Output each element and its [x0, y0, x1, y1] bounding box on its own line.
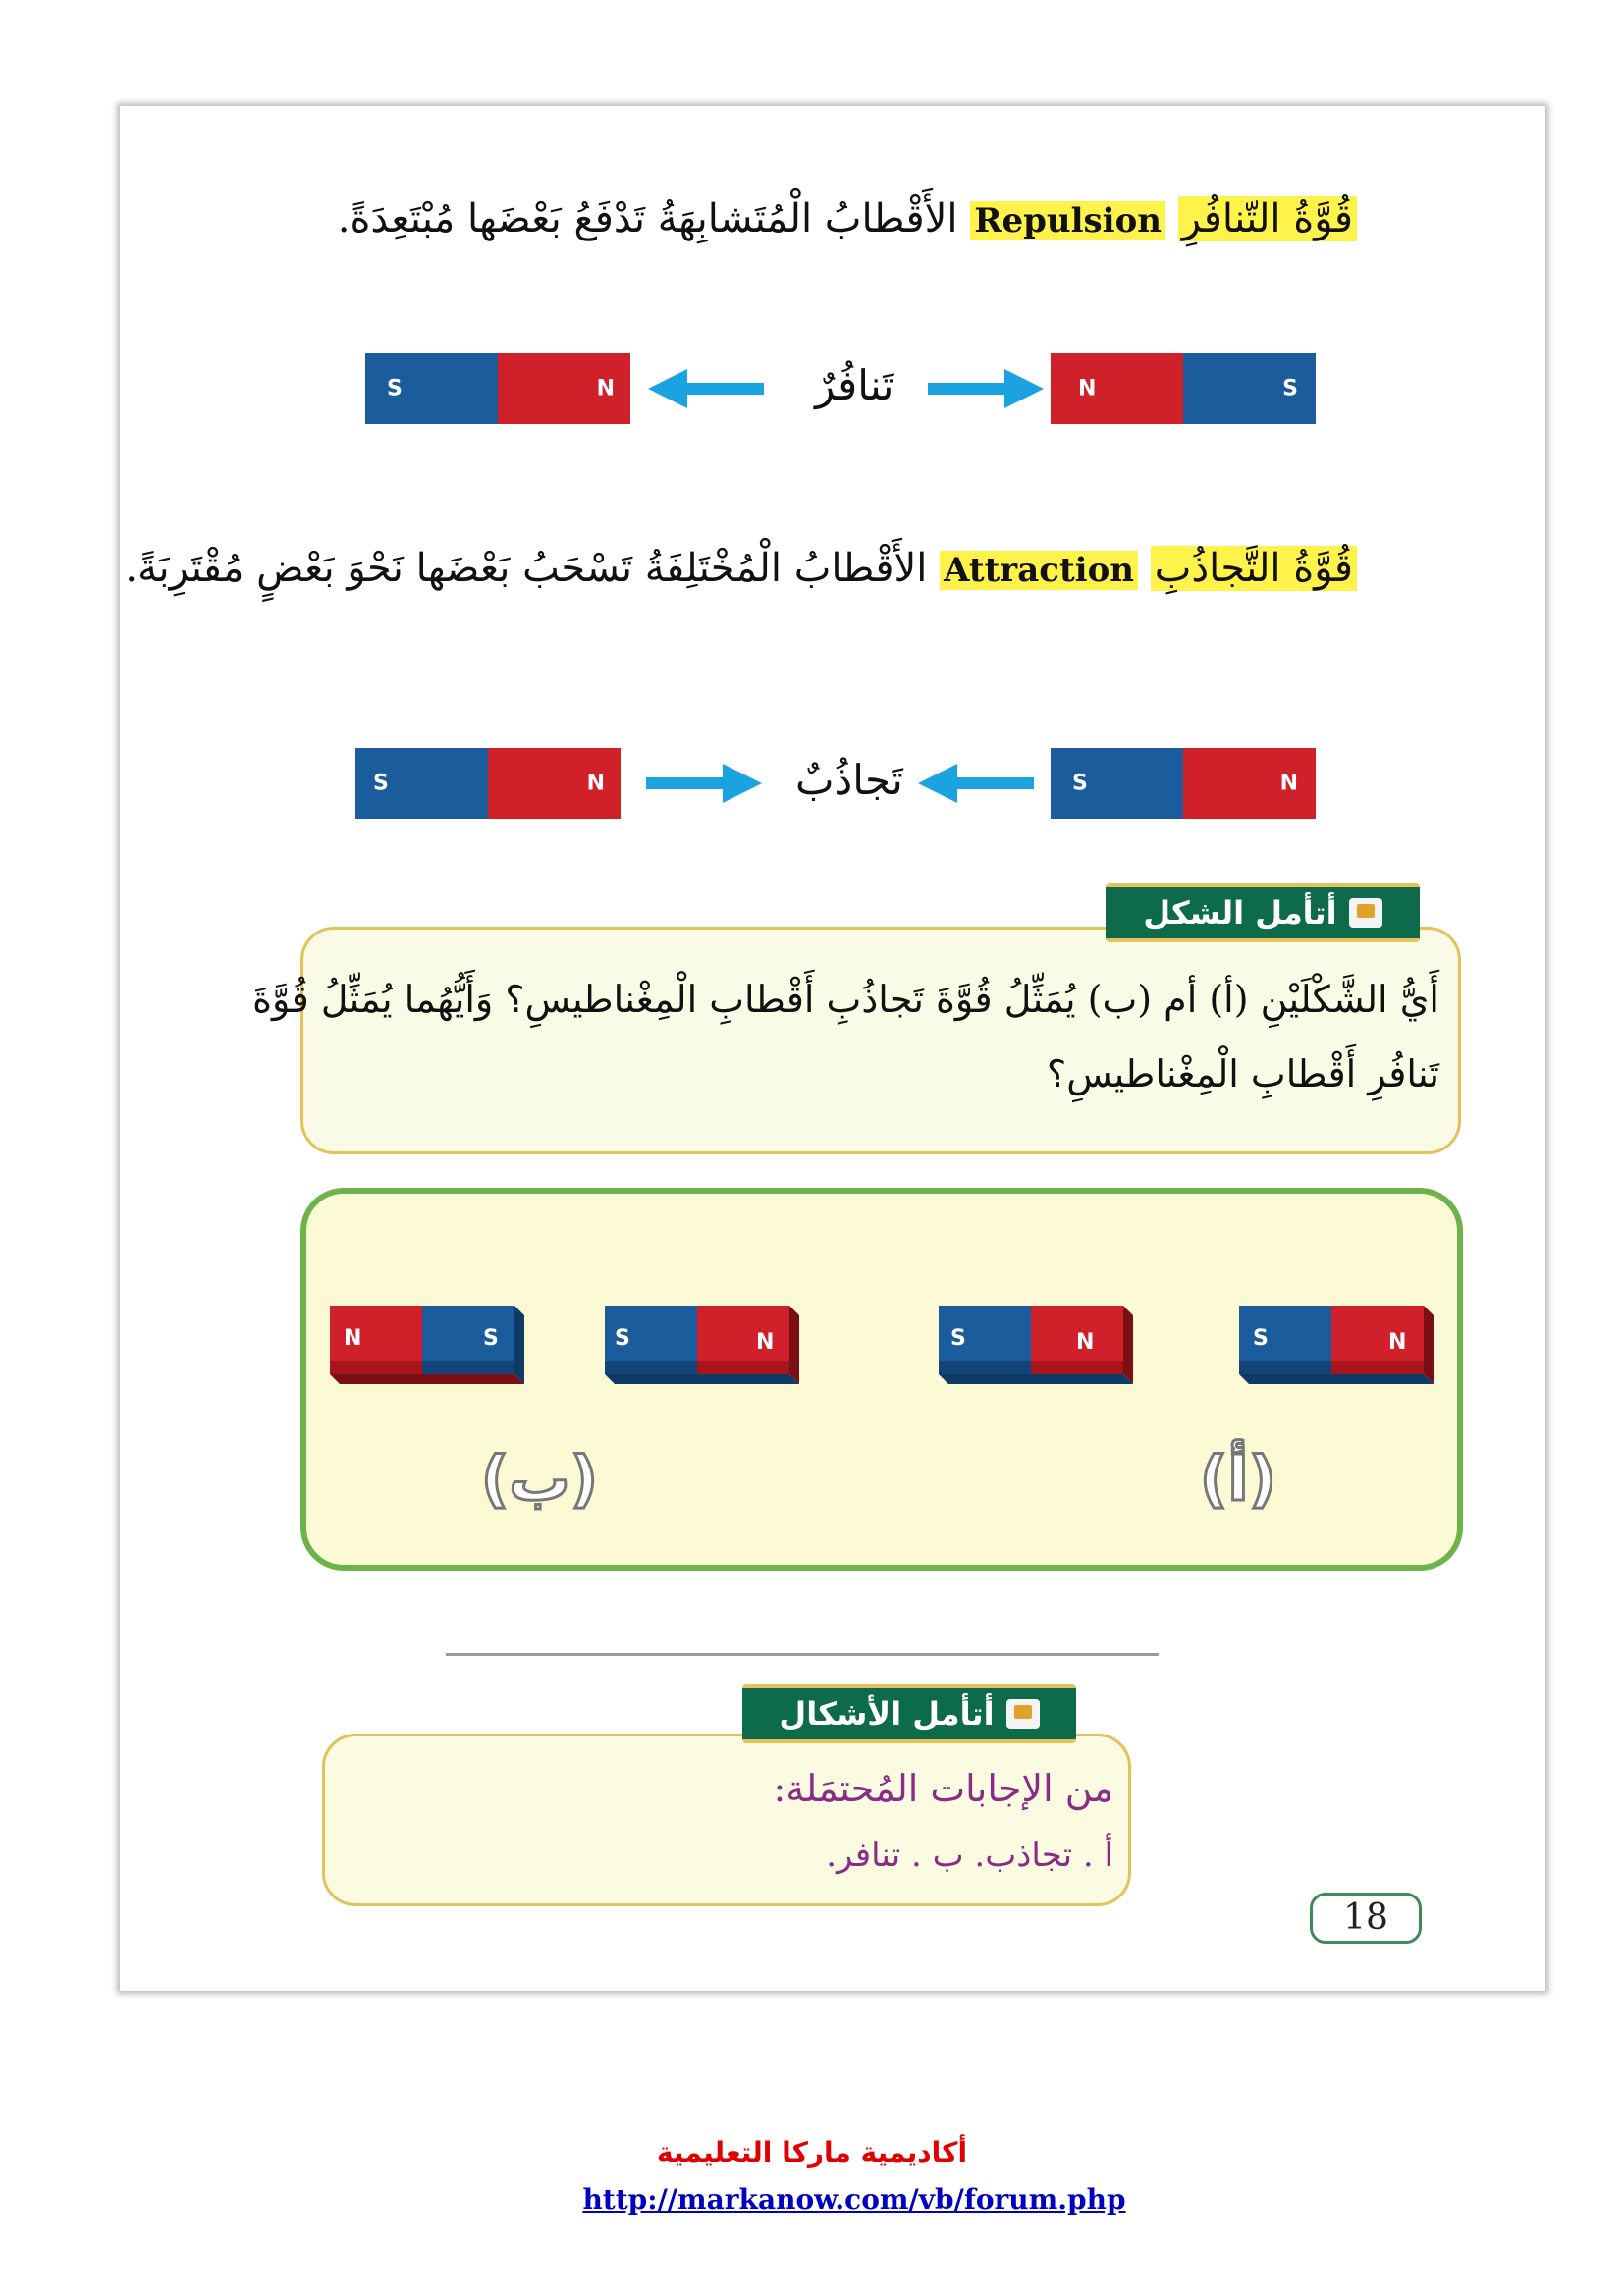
arrow-right-icon: [928, 367, 1046, 410]
answer-title: من الإجابات المُحتمَلة:: [773, 1767, 1113, 1810]
attraction-term: قُوَّةُ التَّجاذُبِ: [1151, 546, 1357, 591]
pole-label: S: [1072, 771, 1088, 796]
footer-academy: أكاديمية ماركا التعليمية: [656, 2136, 968, 2168]
separator-line: [446, 1653, 1159, 1656]
pole-label: N: [1076, 1330, 1095, 1355]
arrow-left-icon: [648, 367, 766, 410]
observe-banner: [1106, 883, 1420, 942]
pole-label: S: [387, 376, 403, 401]
pole-label: N: [756, 1330, 775, 1355]
repulsion-definition-line: [338, 196, 1357, 241]
figure-label-a: (أ): [1200, 1443, 1276, 1515]
page-number: 18: [1310, 1893, 1422, 1944]
attraction-label: تَجاذُبٌ: [795, 756, 903, 804]
repulsion-right-magnet: [1051, 353, 1316, 424]
attraction-right-magnet: [1051, 748, 1316, 819]
book-icon: [1349, 898, 1382, 928]
arrow-left-icon: [918, 762, 1036, 805]
arrow-right-icon: [646, 762, 764, 805]
attraction-english: Attraction: [940, 551, 1138, 590]
magnet-a-right: [1239, 1306, 1435, 1394]
question-line-2: تَنافُرِ أَقْطابِ الْمِغْناطيسِ؟: [1047, 1052, 1439, 1095]
magnet-b-right: [605, 1306, 801, 1394]
pole-label: S: [1253, 1326, 1269, 1351]
attraction-definition-line: [125, 546, 1357, 591]
question-line-1: أَيُّ الشَّكْلَيْنِ (أ) أم (ب) يُمَثِّلُ قُوَّةَ تَجاذُبِ أَقْطابِ الْمِغْناطيسِ؟ وَأَيُّهُما يُمَثِّلُ قُوَّةَ: [252, 978, 1439, 1021]
pole-label: N: [344, 1326, 362, 1351]
answer-banner-label: أتأمل الأشكال: [779, 1695, 995, 1733]
pole-label: S: [950, 1326, 966, 1351]
answer-banner: [742, 1684, 1076, 1743]
repulsion-definition: الأَقْطابُ الْمُتَشابِهَةُ تَدْفَعُ بَعْضَها مُبْتَعِدَةً.: [337, 196, 958, 241]
repulsion-label: تَنافُرٌ: [815, 361, 894, 409]
repulsion-english: Repulsion: [970, 201, 1165, 240]
repulsion-left-magnet: [365, 353, 630, 424]
observe-banner-label: أتأمل الشكل: [1143, 894, 1337, 932]
pole-label: N: [586, 771, 605, 796]
attraction-definition: الأَقْطابُ الْمُخْتَلِفَةُ تَسْحَبُ بَعْضَها نَحْوَ بَعْضٍ مُقْتَرِبَةً.: [125, 546, 928, 591]
attraction-left-magnet: [355, 748, 621, 819]
magnet-a-left: [939, 1306, 1135, 1394]
repulsion-term: قُوَّةُ التّنافُرِ: [1178, 196, 1357, 241]
answer-box: [322, 1734, 1131, 1906]
footer-url-link[interactable]: http://markanow.com/vb/forum.php: [582, 2183, 1126, 2216]
pole-label: S: [615, 1326, 630, 1351]
answer-line: أ . تجاذب. ب . تنافر.: [826, 1836, 1113, 1875]
pole-label: N: [596, 376, 615, 401]
magnet-b-left: [330, 1306, 526, 1394]
book-icon: [1006, 1699, 1040, 1729]
pole-label: S: [373, 771, 389, 796]
pole-label: S: [483, 1326, 499, 1351]
pole-label: S: [1282, 376, 1298, 401]
pole-label: N: [1279, 771, 1298, 796]
figure-label-b: (ب): [481, 1443, 598, 1515]
pole-label: N: [1388, 1330, 1407, 1355]
pole-label: N: [1078, 376, 1097, 401]
